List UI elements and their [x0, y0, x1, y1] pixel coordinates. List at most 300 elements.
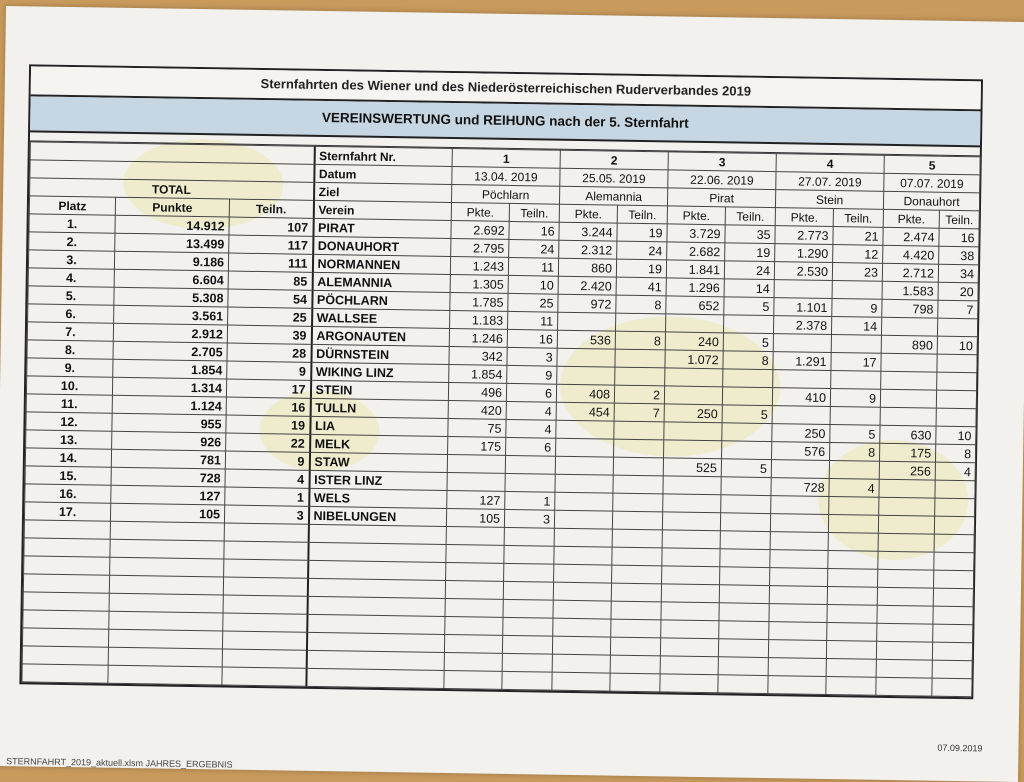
teiln-count-cell: [829, 460, 879, 479]
teiln-count-cell: 8: [615, 331, 665, 350]
empty-cell: [610, 655, 660, 674]
pkte-header: Pkte.: [667, 206, 725, 225]
teiln-count-cell: 17: [831, 353, 881, 372]
platz-cell: 9.: [27, 358, 113, 377]
results-table: [21, 141, 980, 697]
platz-cell: 14.: [25, 448, 111, 467]
teiln-count-cell: 4: [829, 478, 879, 497]
empty-cell: [222, 631, 306, 650]
teiln-short-header: Teiln.: [509, 203, 559, 222]
empty-cell: [934, 570, 974, 589]
empty-cell: [878, 551, 934, 570]
pkte-cell: 1.305: [450, 275, 508, 294]
pkte-cell: 2.530: [774, 262, 832, 281]
teiln-count-cell: [721, 495, 771, 514]
empty-cell: [553, 600, 611, 619]
empty-cell: [224, 541, 308, 560]
total-label: TOTAL: [30, 178, 314, 200]
pkte-cell: [772, 406, 830, 425]
empty-cell: [876, 677, 932, 696]
pkte-cell: 454: [556, 402, 614, 421]
empty-cell: [108, 647, 222, 667]
punkte-cell: 9.186: [114, 251, 228, 271]
pkte-header: Pkte.: [775, 208, 833, 227]
empty-cell: [876, 641, 932, 660]
pkte-cell: 3.729: [667, 224, 725, 243]
empty-cell: [308, 524, 446, 544]
teiln-count-cell: 5: [724, 297, 774, 316]
teiln-count-cell: [613, 493, 663, 512]
empty-cell: [445, 616, 503, 635]
platz-cell: 10.: [26, 376, 112, 395]
empty-cell: [307, 578, 445, 598]
teiln-count-cell: [937, 372, 977, 391]
teiln-count-cell: [613, 457, 663, 476]
teiln-count-cell: [615, 349, 665, 368]
empty-cell: [768, 658, 826, 677]
pkte-cell: [447, 472, 505, 491]
pkte-cell: 2.420: [558, 276, 616, 295]
platz-cell: 8.: [27, 340, 113, 359]
pkte-cell: [771, 496, 829, 515]
teiln-count-cell: 8: [723, 351, 773, 370]
platz-cell: 11.: [26, 394, 112, 413]
teiln-count-cell: 4: [935, 462, 975, 481]
teiln-cell: 1: [225, 487, 309, 506]
pkte-cell: [555, 456, 613, 475]
teiln-count-cell: 1: [505, 491, 555, 510]
teiln-count-cell: 11: [508, 311, 558, 330]
empty-cell: [24, 520, 110, 539]
verein-cell: ISTER LINZ: [309, 470, 447, 490]
empty-cell: [502, 635, 552, 654]
punkte-cell: 105: [110, 503, 224, 523]
teiln-count-cell: [831, 335, 881, 354]
sternfahrt-destination: Stein: [775, 190, 883, 210]
pkte-cell: 1.841: [666, 260, 724, 279]
platz-cell: 13.: [26, 430, 112, 449]
teiln-cell: 3: [224, 505, 308, 524]
file-name: STERNFAHRT_2019_aktuell.xlsm JAHRES_ERGEBNIS: [6, 756, 233, 770]
teiln-count-cell: 8: [616, 295, 666, 314]
empty-cell: [23, 574, 109, 593]
teiln-count-cell: 5: [830, 425, 880, 444]
empty-cell: [445, 580, 503, 599]
pkte-cell: 250: [664, 404, 722, 423]
sternfahrt-date: 13.04. 2019: [452, 167, 560, 187]
empty-cell: [828, 532, 878, 551]
punkte-cell: 1.854: [113, 359, 227, 379]
pkte-cell: 860: [558, 258, 616, 277]
platz-cell: 15.: [25, 466, 111, 485]
pkte-header: Pkte.: [883, 209, 939, 228]
teiln-count-cell: [723, 369, 773, 388]
empty-cell: [553, 582, 611, 601]
pkte-cell: [555, 492, 613, 511]
empty-cell: [444, 634, 502, 653]
teiln-count-cell: 4: [506, 419, 556, 438]
teiln-cell: 17: [226, 379, 310, 398]
pkte-cell: 75: [448, 418, 506, 437]
pkte-header: Pkte.: [559, 204, 617, 223]
teiln-count-cell: [614, 439, 664, 458]
pkte-cell: 3.244: [559, 222, 617, 241]
teiln-short-header: Teiln.: [725, 207, 775, 226]
empty-cell: [662, 566, 720, 585]
teiln-count-cell: 2: [614, 385, 664, 404]
empty-cell: [110, 539, 224, 559]
pkte-cell: [878, 515, 934, 534]
pkte-cell: 1.246: [449, 329, 507, 348]
pkte-cell: 972: [558, 294, 616, 313]
teiln-count-cell: 34: [938, 264, 978, 283]
empty-cell: [768, 640, 826, 659]
teiln-count-cell: [505, 455, 555, 474]
teiln-count-cell: 3: [507, 347, 557, 366]
empty-cell: [826, 658, 876, 677]
empty-cell: [504, 545, 554, 564]
platz-cell: 6.: [28, 304, 114, 323]
teiln-count-cell: 5: [722, 405, 772, 424]
teiln-cell: 39: [227, 325, 311, 344]
teiln-count-cell: 24: [724, 261, 774, 280]
pkte-cell: [555, 474, 613, 493]
empty-cell: [769, 586, 827, 605]
teiln-count-cell: [935, 480, 975, 499]
teiln-cell: 107: [229, 217, 313, 236]
teiln-count-cell: 41: [616, 277, 666, 296]
teiln-count-cell: 16: [507, 329, 557, 348]
empty-cell: [503, 599, 553, 618]
teiln-count-cell: [934, 516, 974, 535]
verein-cell: DONAUHORT: [313, 236, 451, 256]
verein-header: Verein: [313, 200, 451, 220]
teiln-count-cell: [615, 367, 665, 386]
teiln-count-cell: [828, 514, 878, 533]
empty-cell: [828, 568, 878, 587]
empty-cell: [612, 547, 662, 566]
empty-cell: [661, 620, 719, 639]
teiln-cell: 117: [229, 235, 313, 254]
empty-cell: [110, 557, 224, 577]
teiln-short-header: Teiln.: [617, 205, 667, 224]
teiln-cell: 9: [227, 361, 311, 380]
verein-cell: PIRAT: [313, 218, 451, 238]
pkte-cell: [880, 407, 936, 426]
punkte-cell: 1.124: [112, 395, 226, 415]
teiln-count-cell: 10: [936, 426, 976, 445]
empty-cell: [719, 621, 769, 640]
empty-cell: [934, 552, 974, 571]
empty-cell: [720, 549, 770, 568]
empty-cell: [933, 588, 973, 607]
verein-cell: NIBELUNGEN: [308, 506, 446, 526]
teiln-count-cell: 8: [936, 444, 976, 463]
teiln-count-cell: 24: [617, 241, 667, 260]
pkte-cell: [556, 420, 614, 439]
empty-cell: [660, 674, 718, 693]
pkte-cell: [881, 353, 937, 372]
pkte-cell: 105: [446, 508, 504, 527]
teiln-count-cell: 21: [833, 227, 883, 246]
pkte-cell: [879, 497, 935, 516]
empty-cell: [109, 575, 223, 595]
pkte-cell: 728: [771, 478, 829, 497]
pkte-cell: [664, 422, 722, 441]
empty-cell: [877, 623, 933, 642]
teiln-count-cell: 5: [723, 333, 773, 352]
empty-cell: [720, 567, 770, 586]
teiln-count-cell: [830, 407, 880, 426]
empty-cell: [445, 598, 503, 617]
empty-cell: [932, 660, 972, 679]
empty-cell: [446, 562, 504, 581]
teiln-short-header: Teiln.: [939, 210, 979, 229]
pkte-header: Pkte.: [451, 203, 509, 222]
teiln-cell: 28: [227, 343, 311, 362]
pkte-cell: [663, 476, 721, 495]
empty-cell: [769, 622, 827, 641]
empty-cell: [222, 667, 306, 686]
pkte-cell: [662, 512, 720, 531]
pkte-cell: 408: [556, 384, 614, 403]
punkte-cell: 2.912: [113, 323, 227, 343]
empty-cell: [662, 530, 720, 549]
sternfahrt-date: 25.05. 2019: [560, 168, 668, 188]
teiln-cell: 19: [226, 415, 310, 434]
empty-cell: [612, 565, 662, 584]
teiln-count-cell: 20: [938, 282, 978, 301]
pkte-cell: [771, 460, 829, 479]
pkte-cell: [879, 479, 935, 498]
teiln-count-cell: 19: [616, 259, 666, 278]
empty-cell: [308, 560, 446, 580]
empty-cell: [307, 614, 445, 634]
empty-cell: [552, 654, 610, 673]
empty-cell: [444, 670, 502, 689]
punkte-cell: 781: [111, 449, 225, 469]
empty-cell: [827, 622, 877, 641]
pkte-cell: 1.854: [449, 365, 507, 384]
sternfahrt-nr-label: Sternfahrt Nr.: [314, 146, 452, 166]
pkte-cell: [558, 312, 616, 331]
pkte-cell: [664, 440, 722, 459]
empty-cell: [719, 585, 769, 604]
empty-cell: [826, 640, 876, 659]
empty-cell: [24, 538, 110, 557]
teiln-count-cell: [722, 441, 772, 460]
platz-cell: 4.: [28, 268, 114, 287]
teiln-count-cell: 16: [939, 228, 979, 247]
punkte-cell: 6.604: [114, 269, 228, 289]
teiln-count-cell: [937, 318, 977, 337]
pkte-cell: [773, 334, 831, 353]
sternfahrt-destination: Alemannia: [560, 186, 668, 206]
pkte-cell: 630: [880, 425, 936, 444]
pkte-cell: [664, 386, 722, 405]
teiln-short-header: Teiln.: [833, 209, 883, 228]
empty-cell: [224, 559, 308, 578]
teiln-count-cell: [936, 390, 976, 409]
teiln-count-cell: [614, 421, 664, 440]
empty-cell: [770, 568, 828, 587]
teiln-count-cell: [612, 511, 662, 530]
empty-cell: [108, 665, 222, 685]
teiln-cell: 54: [228, 289, 312, 308]
pkte-cell: 525: [663, 458, 721, 477]
punkte-cell: 926: [112, 431, 226, 451]
empty-cell: [878, 569, 934, 588]
pkte-cell: [774, 280, 832, 299]
pkte-cell: 175: [880, 443, 936, 462]
sternfahrt-number: 5: [884, 155, 980, 175]
empty-cell: [611, 601, 661, 620]
teiln-count-cell: 5: [721, 459, 771, 478]
teiln-count-cell: [832, 281, 882, 300]
empty-cell: [444, 652, 502, 671]
platz-cell: 1.: [29, 214, 115, 233]
teiln-count-cell: 6: [506, 383, 556, 402]
empty-cell: [934, 534, 974, 553]
pkte-cell: 4.420: [883, 245, 939, 264]
teiln-cell: 9: [225, 451, 309, 470]
punkte-header: Punkte: [115, 197, 229, 217]
pkte-cell: 420: [448, 401, 506, 420]
teiln-cell: 22: [226, 433, 310, 452]
verein-cell: TULLN: [310, 398, 448, 418]
teiln-count-cell: 25: [508, 293, 558, 312]
punkte-cell: 3.561: [114, 305, 228, 325]
sternfahrt-number: 3: [668, 152, 776, 172]
verein-cell: NORMANNEN: [312, 254, 450, 274]
teiln-header: Teiln.: [229, 199, 313, 218]
pkte-cell: 1.243: [450, 257, 508, 276]
sternfahrt-date: 07.07. 2019: [884, 173, 980, 193]
empty-cell: [502, 671, 552, 690]
platz-cell: 3.: [28, 250, 114, 269]
print-date: 07.09.2019: [937, 742, 983, 754]
teiln-count-cell: [937, 354, 977, 373]
empty-cell: [769, 604, 827, 623]
sternfahrt-destination: Pöchlarn: [452, 185, 560, 205]
empty-cell: [110, 521, 224, 541]
empty-cell: [610, 673, 660, 692]
pkte-cell: [666, 314, 724, 333]
empty-cell: [22, 646, 108, 665]
punkte-cell: 13.499: [115, 233, 229, 253]
empty-cell: [718, 675, 768, 694]
empty-cell: [661, 584, 719, 603]
teiln-cell: 16: [226, 397, 310, 416]
sternfahrt-number: 4: [776, 154, 884, 174]
empty-cell: [446, 526, 504, 545]
empty-cell: [503, 581, 553, 600]
teiln-count-cell: 12: [833, 245, 883, 264]
verein-cell: STEIN: [310, 380, 448, 400]
teiln-count-cell: 4: [506, 401, 556, 420]
empty-cell: [662, 548, 720, 567]
empty-cell: [553, 618, 611, 637]
pkte-cell: [770, 514, 828, 533]
platz-cell: 12.: [26, 412, 112, 431]
pkte-cell: [663, 494, 721, 513]
empty-cell: [502, 653, 552, 672]
pkte-cell: 240: [665, 332, 723, 351]
empty-cell: [223, 577, 307, 596]
empty-cell: [876, 659, 932, 678]
teiln-count-cell: 8: [830, 442, 880, 461]
empty-cell: [22, 628, 108, 647]
teiln-count-cell: 24: [509, 239, 559, 258]
empty-cell: [504, 527, 554, 546]
platz-cell: 2.: [29, 232, 115, 251]
punkte-cell: 2.705: [113, 341, 227, 361]
empty-cell: [109, 611, 223, 631]
empty-cell: [933, 606, 973, 625]
empty-cell: [768, 676, 826, 695]
teiln-count-cell: [721, 477, 771, 496]
empty-cell: [661, 602, 719, 621]
pkte-cell: [881, 371, 937, 390]
teiln-count-cell: [829, 496, 879, 515]
pkte-cell: 1.296: [666, 278, 724, 297]
sternfahrt-date: 27.07. 2019: [776, 172, 884, 192]
sternfahrt-destination: Pirat: [668, 188, 776, 208]
teiln-count-cell: 19: [725, 243, 775, 262]
teiln-count-cell: 9: [832, 299, 882, 318]
pkte-cell: [557, 366, 615, 385]
empty-cell: [770, 550, 828, 569]
empty-cell: [720, 531, 770, 550]
pkte-cell: 2.773: [775, 226, 833, 245]
pkte-cell: 2.692: [451, 221, 509, 240]
verein-cell: PÖCHLARN: [312, 290, 450, 310]
empty-cell: [611, 619, 661, 638]
empty-cell: [878, 533, 934, 552]
empty-cell: [827, 586, 877, 605]
teiln-count-cell: 38: [939, 246, 979, 265]
pkte-cell: 2.474: [883, 227, 939, 246]
empty-cell: [552, 672, 610, 691]
empty-cell: [877, 587, 933, 606]
verein-cell: WELS: [309, 488, 447, 508]
empty-cell: [552, 636, 610, 655]
pkte-cell: 890: [881, 335, 937, 354]
verein-cell: STAW: [309, 452, 447, 472]
empty-cell: [933, 624, 973, 643]
pkte-cell: [554, 510, 612, 529]
empty-cell: [827, 604, 877, 623]
teiln-count-cell: 14: [724, 279, 774, 298]
empty-cell: [308, 542, 446, 562]
platz-cell: 16.: [25, 484, 111, 503]
teiln-count-cell: [505, 473, 555, 492]
pkte-cell: 1.583: [882, 281, 938, 300]
platz-cell: 7.: [27, 322, 113, 341]
platz-header: Platz: [29, 196, 115, 215]
teiln-count-cell: [831, 371, 881, 390]
verein-cell: MELK: [310, 434, 448, 454]
pkte-cell: 1.291: [773, 352, 831, 371]
teiln-count-cell: 19: [617, 223, 667, 242]
empty-cell: [504, 563, 554, 582]
empty-cell: [108, 629, 222, 649]
paper-sheet: [0, 6, 1024, 782]
empty-cell: [306, 668, 444, 688]
teiln-count-cell: 11: [508, 257, 558, 276]
datum-label: Datum: [314, 164, 452, 184]
pkte-cell: [665, 368, 723, 387]
